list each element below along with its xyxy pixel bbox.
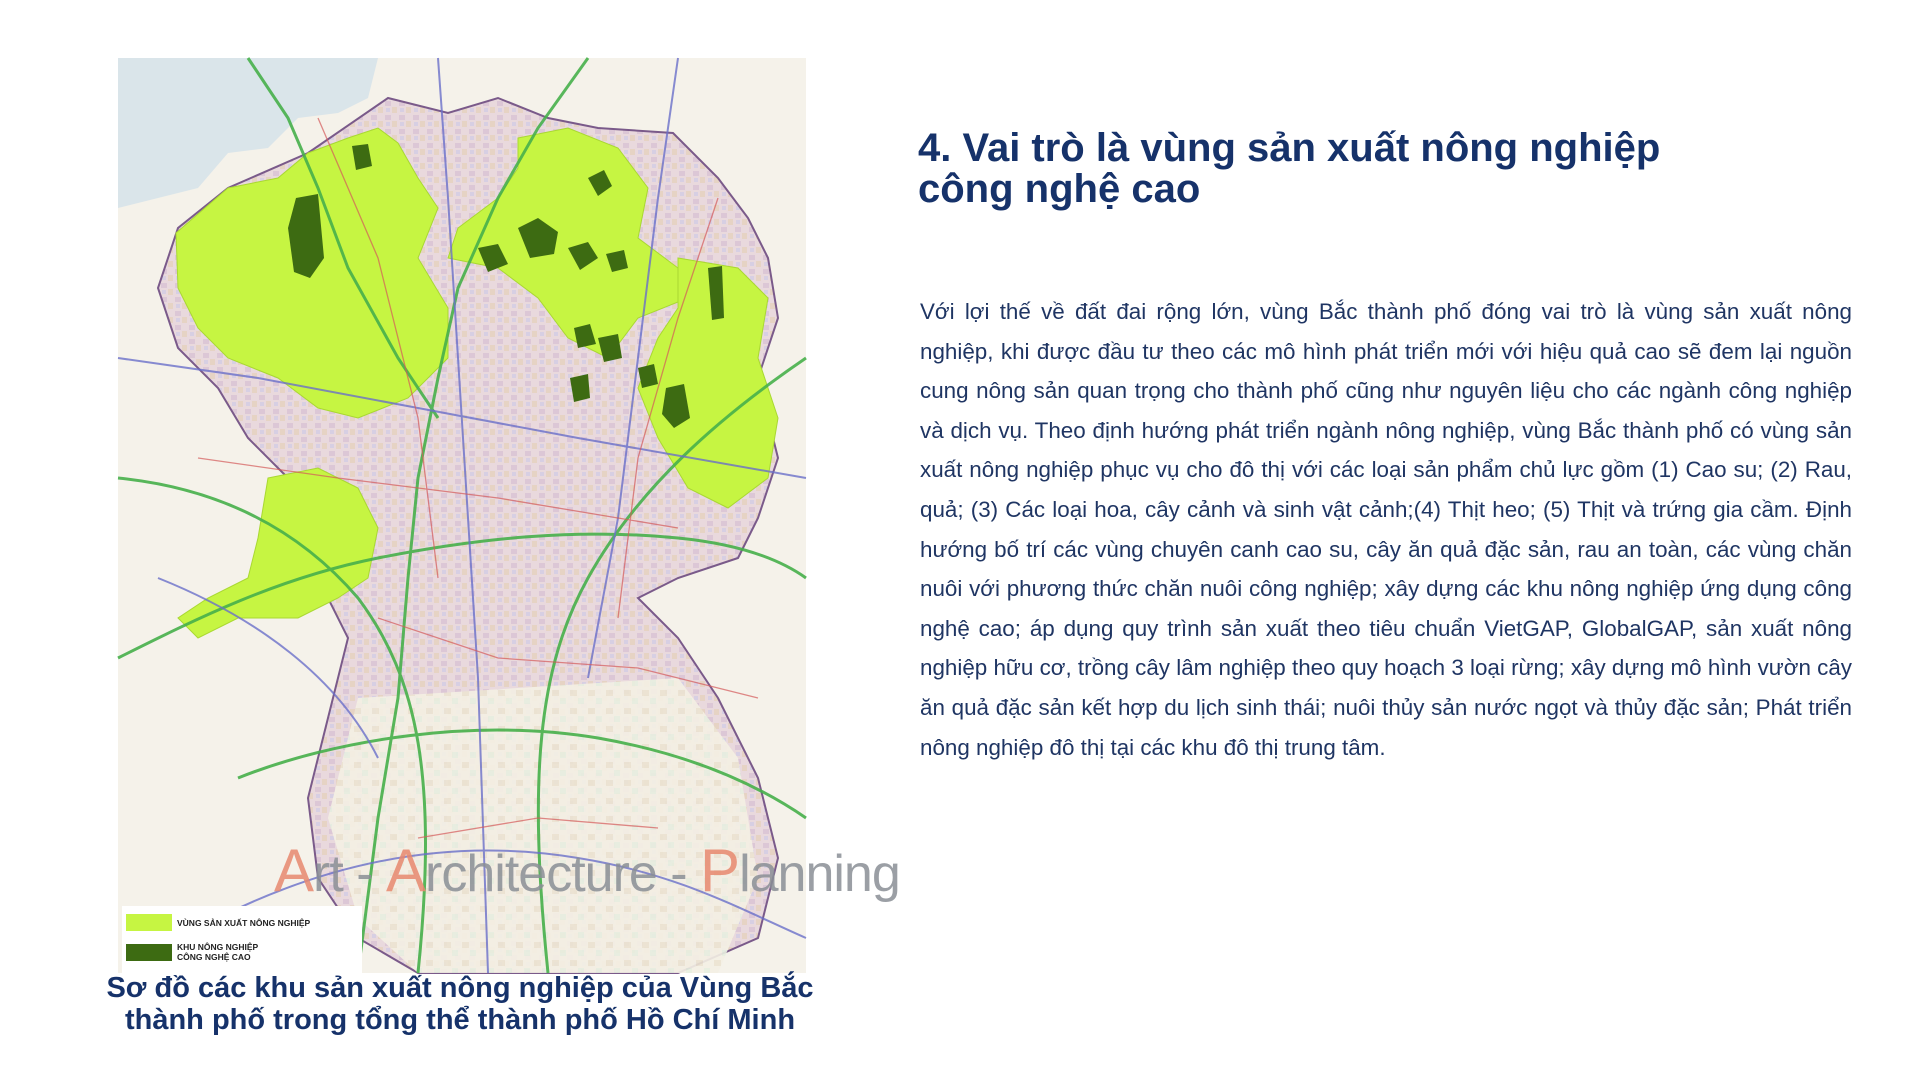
section-heading xyxy=(918,128,1818,210)
section-heading-line2: công nghệ cao xyxy=(918,167,1201,211)
map-caption-line1: Sơ đồ các khu sản xuất nông nghiệp của Vùng Bắc xyxy=(106,972,814,1004)
map-caption-line2: thành phố trong tổng thể thành phố Hồ Chí Minh xyxy=(124,1004,796,1036)
section-heading-line1: 4. Vai trò là vùng sản xuất nông nghiệp xyxy=(918,126,1661,170)
legend-item-hitech-zone xyxy=(126,942,258,962)
watermark: Art - Architecture - Planning xyxy=(274,837,900,904)
legend-label-agri: VÙNG SẢN XUẤT NÔNG NGHIỆP xyxy=(177,917,311,928)
legend-item-agri-zone xyxy=(126,914,310,931)
planning-map xyxy=(118,58,900,973)
map-caption xyxy=(60,972,860,1036)
legend-label-hitech-line1: KHU NÔNG NGHIỆP xyxy=(177,942,259,952)
map-legend xyxy=(122,906,362,978)
legend-swatch-agri xyxy=(126,914,172,931)
section-body-text: Với lợi thế về đất đai rộng lớn, vùng Bắc thành phố đóng vai trò là vùng sản xuất nông nghiệp, khi được đầu tư theo các mô hình phát triển mới với hiệu quả cao sẽ đem lại nguồn cung nông sản quan trọng cho thành phố cũng như nguyên liệu cho các ngành công nghiệp và dịch vụ. Theo định hướng phát triển ngành nông nghiệp, vùng Bắc thành phố có vùng sản xuất nông nghiệp phục vụ cho đô thị với các loại sản phẩm chủ lực gồm (1) Cao su; (2) Rau, quả; (3) Các loại hoa, cây cảnh và sinh vật cảnh;(4) Thịt heo; (5) Thịt và trứng gia cầm. Định hướng bố trí các vùng chuyên canh cao su, cây ăn quả đặc sản, rau an toàn, các vùng chăn nuôi với phương thức chăn nuôi công nghiệp; xây dựng các khu nông nghiệp ứng dụng công nghệ cao; áp dụng quy trình sản xuất theo tiêu chuẩn VietGAP, GlobalGAP, sản xuất nông nghiệp hữu cơ, trồng cây lâm nghiệp theo quy hoạch 3 loại rừng; xây dựng mô hình vườn cây ăn quả đặc sản kết hợp du lịch sinh thái; nuôi thủy sản nước ngọt và thủy đặc sản; Phát triển nông nghiệp đô thị tại các khu đô thị trung tâm. xyxy=(920,299,1852,760)
legend-label-hitech xyxy=(177,942,258,962)
legend-swatch-hitech xyxy=(126,944,172,961)
legend-label-hitech-line2: CÔNG NGHỆ CAO xyxy=(177,952,251,962)
